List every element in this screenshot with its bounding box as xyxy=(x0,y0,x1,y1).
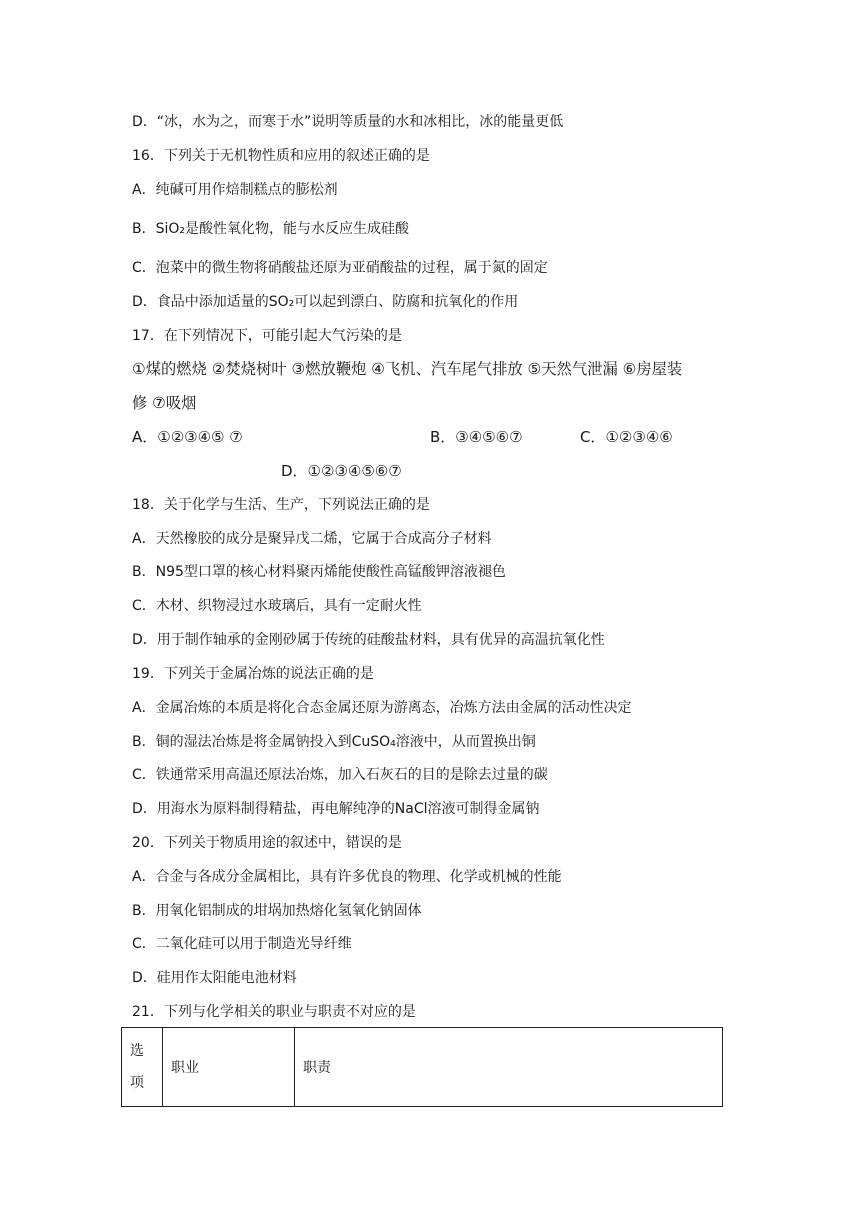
q16-option-d: D．食品中添加适量的SO₂可以起到漂白、防腐和抗氧化的作用 xyxy=(132,294,519,310)
header-occupation: 职业 xyxy=(163,1028,295,1107)
q16-stem: 16．下列关于无机物性质和应用的叙述正确的是 xyxy=(132,148,430,164)
q18-option-d: D．用于制作轴承的金刚砂属于传统的硅酸盐材料，具有优异的高温抗氧化性 xyxy=(132,632,605,648)
q16-option-c: C．泡菜中的微生物将硝酸盐还原为亚硝酸盐的过程，属于氮的固定 xyxy=(132,260,548,276)
q17-items-line2: 修 ⑦吸烟 xyxy=(132,394,197,412)
q19-option-a: A．金属冶炼的本质是将化合态金属还原为游离态，冶炼方法由金属的活动性决定 xyxy=(132,700,632,716)
q20-option-b: B．用氧化铝制成的坩埚加热熔化氢氧化钠固体 xyxy=(132,903,422,919)
q20-option-c: C．二氧化硅可以用于制造光导纤维 xyxy=(132,936,352,952)
q17-option-b: B．③④⑤⑥⑦ xyxy=(430,428,523,446)
q17-items-line1: ①煤的燃烧 ②焚烧树叶 ③燃放鞭炮 ④飞机、汽车尾气排放 ⑤天然气泄漏 ⑥房屋装 xyxy=(132,360,683,378)
header-option: 选项 xyxy=(122,1028,163,1107)
q18-option-a: A．天然橡胶的成分是聚异戊二烯，它属于合成高分子材料 xyxy=(132,531,492,547)
table-header-row xyxy=(122,1028,723,1107)
q19-option-c: C．铁通常采用高温还原法冶炼，加入石灰石的目的是除去过量的碳 xyxy=(132,767,548,783)
header-duty: 职责 xyxy=(295,1028,723,1107)
q18-option-b: B．N95型口罩的核心材料聚丙烯能使酸性高锰酸钾溶液褪色 xyxy=(132,564,506,580)
q15-option-d: D．“冰，水为之，而寒于水”说明等质量的水和冰相比，冰的能量更低 xyxy=(132,114,564,130)
q17-option-a: A．①②③④⑤ ⑦ xyxy=(132,428,243,446)
q17-option-c: C．①②③④⑥ xyxy=(580,428,673,446)
q19-option-b: B．铜的湿法冶炼是将金属钠投入到CuSO₄溶液中，从而置换出铜 xyxy=(132,734,536,750)
q20-option-a: A．合金与各成分金属相比，具有许多优良的物理、化学或机械的性能 xyxy=(132,869,562,885)
q20-stem: 20．下列关于物质用途的叙述中，错误的是 xyxy=(132,835,402,851)
q16-option-b: B．SiO₂是酸性氧化物，能与水反应生成硅酸 xyxy=(132,221,410,237)
q19-stem: 19．下列关于金属冶炼的说法正确的是 xyxy=(132,666,374,682)
q17-option-d: D．①②③④⑤⑥⑦ xyxy=(281,462,402,480)
q18-stem: 18．关于化学与生活、生产，下列说法正确的是 xyxy=(132,497,430,513)
q20-option-d: D．硅用作太阳能电池材料 xyxy=(132,970,297,986)
q19-option-d: D．用海水为原料制得精盐，再电解纯净的NaCl溶液可制得金属钠 xyxy=(132,801,540,817)
q21-table xyxy=(121,1027,723,1107)
q18-option-c: C．木材、织物浸过水玻璃后，具有一定耐火性 xyxy=(132,598,422,614)
q17-stem: 17．在下列情况下，可能引起大气污染的是 xyxy=(132,328,402,344)
q21-stem: 21．下列与化学相关的职业与职责不对应的是 xyxy=(132,1004,416,1020)
q16-option-a: A．纯碱可用作焙制糕点的膨松剂 xyxy=(132,182,338,198)
